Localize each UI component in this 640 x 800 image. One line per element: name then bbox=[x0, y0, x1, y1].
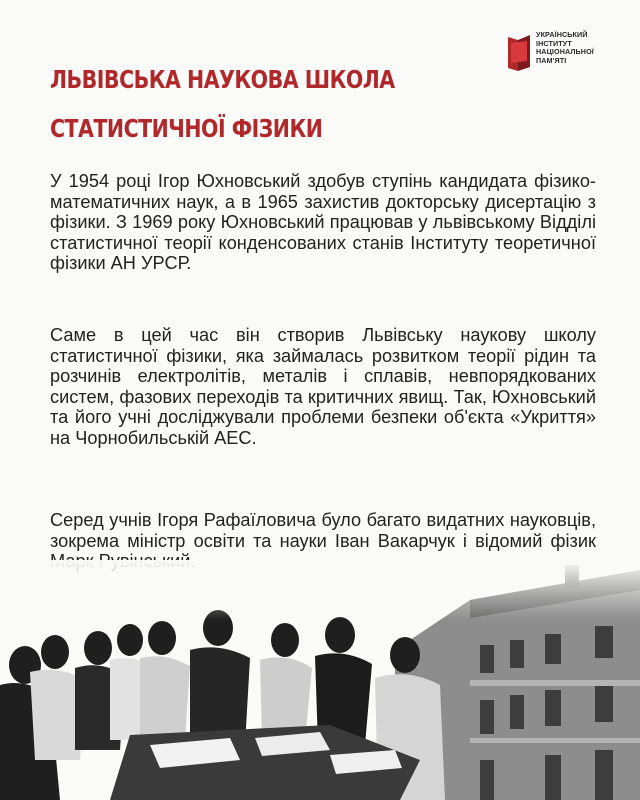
logo-line: ПАМ'ЯТІ bbox=[536, 55, 567, 65]
page-title bbox=[50, 55, 427, 153]
paragraph-2: Саме в цей час він створив Львівську наукову школу статистичної фізики, яка займалась розвитком теорії рідин та розчинів електролітів, металів і сплавів, невпорядкованих систем, фазових переходів та критичних явищ. Так, Юхновський та його учні досліджували проблеми безпеки об'єкта «Укриття» на Чорнобильській АЕС. bbox=[50, 325, 596, 448]
paragraph-3: Серед учнів Ігоря Рафаїловича було багато видатних науковців, зокрема міністр освіти та науки Іван Вакарчук і відомий фізик bbox=[50, 510, 596, 551]
logo-line: ІНСТИТУТ bbox=[536, 38, 572, 48]
title-line-2: СТАТИСТИЧНОЇ ФІЗИКИ bbox=[50, 114, 323, 143]
logo-mark-icon bbox=[506, 31, 532, 75]
institute-logo bbox=[506, 27, 616, 77]
paragraph-1: У 1954 році Ігор Юхновський здобув ступінь кандидата фізико-математичних наук, а в 1965 захистив докторську дисертацію з фізики. З 1969 року Юхновський працював у львівському Відділі статистичної теорії конденсованих станів Інституту теоретичної фізики АН УРСР. bbox=[50, 171, 596, 274]
archival-photo bbox=[0, 560, 640, 800]
title-line-1: ЛЬВІВСЬКА НАУКОВА ШКОЛА bbox=[50, 65, 395, 94]
logo-text bbox=[536, 31, 594, 65]
logo-line: УКРАЇНСЬКИЙ bbox=[536, 30, 588, 39]
logo-line: НАЦІОНАЛЬНОЇ bbox=[536, 47, 594, 57]
